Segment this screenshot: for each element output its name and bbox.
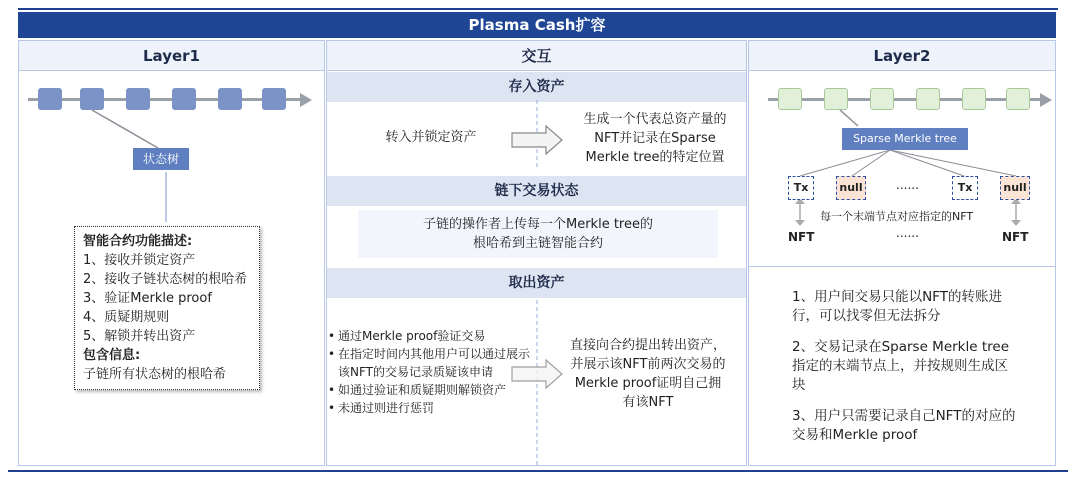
offchain-text: 子链的操作者上传每一个Merkle tree的根哈希到主链智能合约	[423, 217, 653, 251]
bottom-rule	[8, 470, 1068, 472]
nft-label-right: NFT	[1002, 230, 1029, 244]
withdraw-bullet: • 在指定时间内其他用户可以通过展示该NFT的交易记录质疑该申请	[328, 347, 531, 379]
withdraw-heading: 取出资产	[327, 268, 746, 298]
leaf-tx: Tx	[952, 176, 978, 200]
deposit-heading: 存入资产	[327, 72, 746, 102]
contract-description-box	[74, 226, 260, 390]
layer2-points	[792, 288, 1018, 445]
info-heading: 包含信息:	[83, 348, 141, 363]
state-tree-label: 状态树	[133, 148, 189, 170]
info-text: 子链所有状态树的根哈希	[83, 367, 227, 382]
nft-ellipsis: ......	[896, 226, 919, 240]
top-rule	[18, 8, 1058, 10]
contract-function-item: 1、接收并锁定资产	[83, 253, 196, 268]
contract-function-item: 5、解锁并转出资产	[83, 329, 196, 344]
layer2-point: 2、交易记录在Sparse Merkle tree指定的末端节点上，并按规则生成区块	[792, 339, 1010, 393]
withdraw-bullet: • 如通过验证和质疑期则解锁资产	[328, 383, 507, 397]
layer2-divider	[748, 266, 1056, 267]
withdraw-bullet: • 未通过则进行惩罚	[328, 401, 435, 415]
contract-function-item: 4、质疑期规则	[83, 310, 170, 325]
leaf-note: 每一个末端节点对应指定的NFT	[820, 210, 974, 223]
withdraw-arrow-icon	[510, 358, 566, 390]
deposit-arrow-icon	[510, 124, 566, 156]
page-title: Plasma Cash扩容	[18, 12, 1056, 38]
offchain-heading: 链下交易状态	[327, 176, 746, 206]
leaf-tx: Tx	[788, 176, 814, 200]
contract-function-item: 2、接收子链状态树的根哈希	[83, 272, 248, 287]
leaf-null: null	[1000, 176, 1030, 200]
interaction-heading: 交互	[327, 41, 746, 71]
nft-label-left: NFT	[788, 230, 815, 244]
contract-function-item: 3、验证Merkle proof	[83, 291, 212, 306]
withdraw-bullets	[328, 327, 538, 417]
withdraw-right-text: 直接向合约提出转出资产，并展示该NFT前两次交易的Merkle proof证明自己拥有该NFT	[570, 338, 727, 410]
contract-desc-heading: 智能合约功能描述:	[83, 234, 193, 249]
layer2-point: 1、用户间交易只能以NFT的转账进行，可以找零但无法拆分	[792, 289, 1002, 324]
layer2-heading: Layer2	[749, 41, 1055, 71]
layer2-point: 3、用户只需要记录自己NFT的对应的交易和Merkle proof	[792, 408, 1016, 443]
deposit-left-text: 转入并锁定资产	[385, 130, 477, 145]
sparse-merkle-tree-label: Sparse Merkle tree	[842, 128, 968, 150]
layer1-connector-lines	[18, 100, 318, 240]
leaf-null: null	[836, 176, 866, 200]
layer1-heading: Layer1	[19, 41, 324, 71]
deposit-right-text: 生成一个代表总资产量的NFT并记录在Sparse Merkle tree的特定位置	[583, 112, 727, 165]
withdraw-bullet: • 通过Merkle proof验证交易	[328, 329, 486, 343]
leaf-ellipsis: ......	[896, 178, 919, 192]
